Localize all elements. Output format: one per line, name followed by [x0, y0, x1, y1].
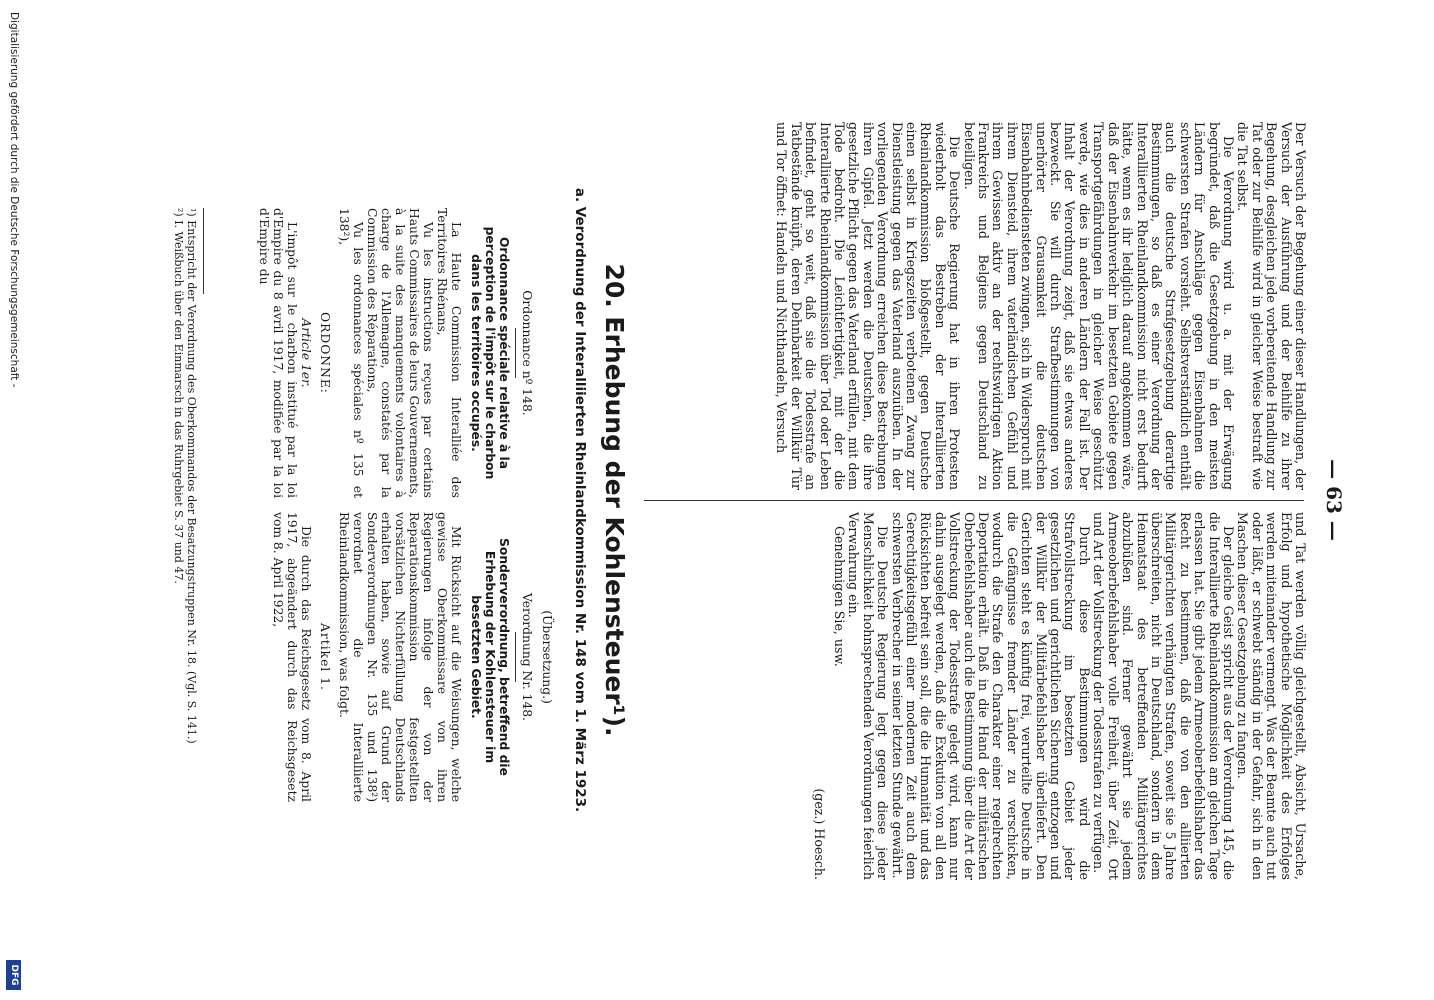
french-heading: Ordonnance spéciale relative à la perception de l'impôt sur le charbon dans les territoires occupés. — [469, 226, 511, 480]
paragraph: Der gleiche Geist spricht aus der Verordnung 145, die die Interalliierte Rheinlandkommission am gleichen Tage erlassen hat. Sie gibt jedem Armeeoberbefehlshaber das Recht zu bestimmen, daß die von den alliierten Militärgerichten verhängten Strafen, soweit sie 5 Jahre überschreiten, nicht in Deutschland, sondern in dem Heimatstaat des betreffenden Militärgerichtes abzubüßen sind. Ferner gewährt sie jedem Armeeoberbefehlshaber volle Freiheit, über Zeit, Ort und Art der Vollstreckung der Todesstrafen zu verfügen. — [1091, 512, 1236, 880]
footer-text: Digitalisierung gefördert durch die Deutsche Forschungsgemeinschaft - — [8, 12, 20, 388]
footnote: ²) I. Weißbuch über den Einmarsch in das Ruhrgebiet S. 37 und 47. — [172, 208, 185, 584]
german-heading: Sonderverordnung, betreffend die Erhebung der Kohlensteuer im besetzten Gebiet. — [469, 538, 511, 776]
left-column — [774, 122, 1307, 490]
paragraph: La Haute Commission Interalliée des Territoires Rhénans, — [435, 208, 463, 498]
paragraph: Die Verordnung wird u. a. mit der Erwägung begründet, daß die Gesetzgebung in den meisten Ländern für Anschläge gegen Eisenbahnen die schwersten Strafen vorsieht. Selbstverständlich enthält auch die deutsche Strafgesetzgebung derartige Bestimmungen, so daß es einer Verordnung der Interalliierten Rheinlandkommission nicht erst bedurft hätte, wenn es ihr lediglich darauf angekommen wäre, daß der Eisenbahnverkehr im besetzten Gebiete gegen Transportgefährdungen in gleicher Weise geschützt werde, wie dies in anderen Ländern der Fall ist. Der Inhalt der Verordnung zeigt, daß sie etwas anderes bezweckt. Sie will durch Strafbestimmungen von unerhörter Grausamkeit die deutschen Eisenbahnbediensteten zwingen, sich in Widerspruch mit ihrem Diensteid, ihrem vaterländischen Gefühl und ihrem Gewissen aktiv an der rechtswidrigen Aktion Frankreichs und Belgiens gegen Deutschland zu beteiligen. — [961, 122, 1236, 490]
short-rule — [515, 328, 516, 378]
paragraph: Der Versuch der Begehung einer dieser Handlungen, der Versuch der Ausführung und der Beihilfe zu ihrer Begehung, desgleichen jede vorbereitende Handlung zur Tat oder zur Beihilfe wird in gleicher Weise bestraft wie die Tat selbst. — [1235, 122, 1308, 490]
digitization-footer — [0, 0, 27, 1000]
section-subtitle: a. Verordnung der Interalliierten Rheinlandkommission Nr. 148 vom 1. März 1923. — [572, 187, 588, 813]
column-divider — [644, 500, 1304, 501]
paragraph: und Tat werden völlig gleichgestellt, Absicht, Ursache, Erfolg und hypothetische Möglichkeit des Erfolges werden miteinander vermengt. Was der Beamte auch tut oder läßt, er schwebt ständig in der Gefahr, sich in den Maschen dieser Gesetzgebung zu fangen. — [1235, 512, 1308, 880]
right-column — [811, 512, 1307, 880]
paragraph: Vu les instructions reçues par certains Hauts Commissaires de leurs Gouvernements, à la suite des manquements volontaires à charge de l'Allemagne, constatés par la Commission des Réparations, — [365, 208, 435, 498]
signature: (gez.) Hoesch. — [811, 788, 827, 880]
paragraph: Die Deutsche Regierung legt gegen diese jeder Menschlichkeit hohnsprechenden Verordnungen feierlich Verwahrung ein. — [846, 512, 891, 880]
paragraph: Mit Rücksicht auf die Weisungen, welche gewisse Oberkommissare von ihren Regierungen infolge der von der Reparationskommission festgestellten vorsätzlichen Nichterfüllung Deutschlands erhalten haben, sowie auf Grund der Sonderverordnungen Nr. 135 und 138²) verordnet die Interalliierte Rheinlandkommission, was folgt. — [337, 512, 463, 802]
footnotes — [172, 208, 198, 803]
german-column — [271, 512, 554, 802]
ordonnance-number: Ordonnance nº 148. — [520, 290, 534, 416]
footnote-rule — [203, 208, 204, 294]
verordnung-number: Verordnung Nr. 148. — [520, 592, 534, 722]
article-heading: Article 1er. — [299, 318, 313, 388]
french-column — [257, 208, 534, 498]
ordonne: ORDONNE: — [318, 312, 332, 394]
page-number: — 63 — — [1322, 459, 1346, 541]
paragraph: Die Deutsche Regierung hat in ihren Protesten wiederholt das Bestreben der Interalliierten Rheinlandkommission bloßgestellt, gegen Deutsche einen selbst in Kriegszeiten verbotenen Zwang zur Dienstleistung gegen das Vaterland auszuüben. In der vorliegenden Verordnung erreichen diese Bestrebungen ihren Gipfel. Jetzt werden die Deutschen, die ihre gesetzliche Pflicht gegen das Vaterland erfüllen, mit dem Tode bedroht. Die Leichtfertigkeit, mit der die Interalliierte Rheinlandkommission über Tod oder Leben befindet, geht so weit, daß sie die Todesstrafe an Tatbestände knüpft, deren Dehnbarkeit der Willkür Tür und Tor öffnet: Handeln und Nichthandeln, Versuch — [774, 122, 963, 490]
section-title: 20. Erhebung der Kohlensteuer¹). — [600, 263, 629, 737]
dfg-logo-icon: DFG — [6, 960, 21, 990]
paragraph: L'impôt sur le charbon institué par la loi d'Empire du 8 avril 1917, modifiée par la loi d'Empire du — [257, 208, 299, 498]
translation-note: (Übersetzung.) — [540, 610, 554, 704]
paragraph: Die durch das Reichsgesetz vom 8. April 1917, abgeändert durch das Reichsgesetz vom 8. April 1922, — [271, 512, 313, 802]
footnote: ¹) Entspricht der Verordnung des Oberkommandos der Besatzungstruppen Nr. 18. (Vgl. S. 141.) — [185, 208, 198, 744]
paragraph: Vu les ordonnances spéciales nº 135 et 138²), — [337, 208, 365, 498]
paragraph: Genehmigen Sie, usw. — [832, 526, 847, 667]
short-rule — [515, 632, 516, 682]
article-heading: Artikel 1. — [318, 623, 332, 691]
paragraph: Durch diese Bestimmungen wird die Strafvollstreckung im besetzten Gebiet jeder gesetzlichen und gerichtlichen Sicherung entzogen und der Willkür der Militärbefehlshaber überliefert. Den Gerichten steht es künftig frei, verurteilte Deutsche in die Gefängnisse fremder Länder zu verschicken, wodurch die Strafe den Charakter einer regelrechten Deportation erhält. Daß in die Hand der militärischen Oberbefehlshaber auch die Bestimmung über die Art der Vollstreckung der Todesstrafe gelegt wird, kann nur dahin ausgelegt werden, daß die Exekution von all den Rücksichten befreit sein soll, die die Humanität und das Gerechtigkeitsgefühl einer modernen Zeit auch dem schwersten Verbrecher in seiner letzten Stunde gewährt. — [889, 512, 1092, 880]
